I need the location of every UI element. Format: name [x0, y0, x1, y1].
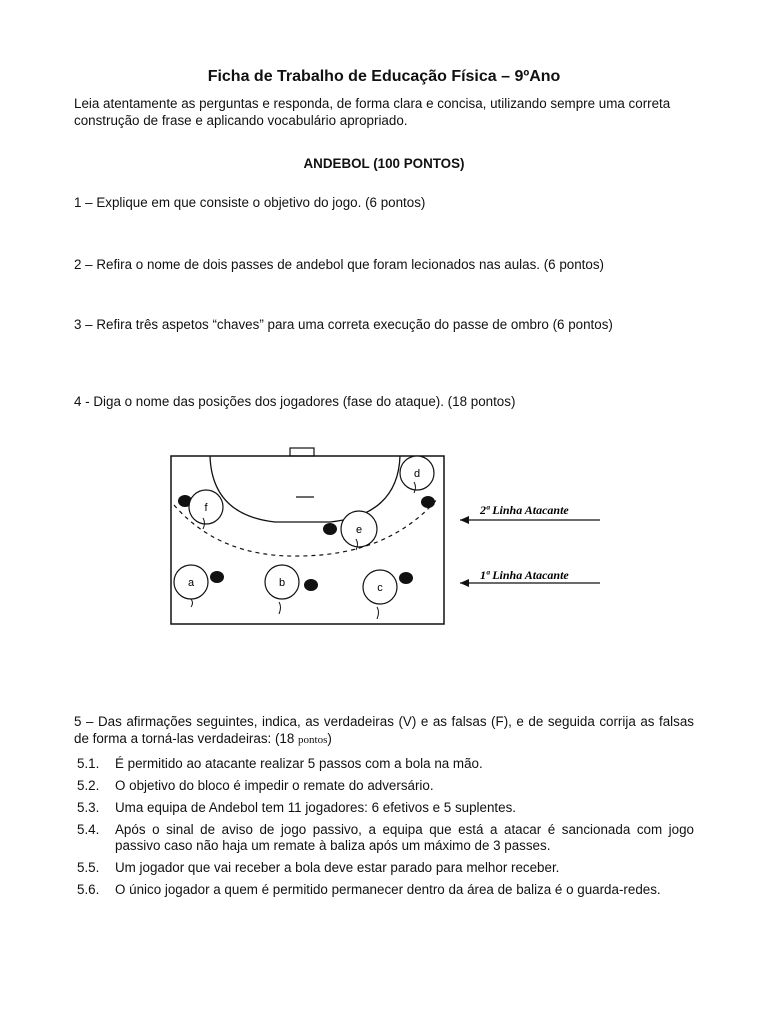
item-text: Após o sinal de aviso de jogo passivo, a equipa que está a atacar é sancionada com jogo passivo caso não haja um remate à baliza após um máximo de 3 passes.	[115, 822, 694, 853]
player-c	[363, 570, 397, 619]
player-a	[174, 565, 208, 607]
player-f	[189, 490, 223, 529]
player-d-label: d	[413, 468, 421, 480]
question-5	[74, 713, 694, 749]
page-title: Ficha de Trabalho de Educação Física – 9ºAno	[207, 68, 561, 85]
item-text: Um jogador que vai receber a bola deve estar parado para melhor receber.	[115, 860, 560, 875]
item-text: O objetivo do bloco é impedir o remate do adversário.	[115, 778, 434, 793]
instructions-text: Leia atentamente as perguntas e responda, de forma clara e concisa, utilizando sempre uma correta construção de frase e aplicando vocabulário apropriado.	[74, 96, 671, 128]
handball-court-diagram	[160, 440, 610, 630]
defender-marker	[421, 496, 435, 508]
list-item	[74, 800, 694, 816]
question-5-points: pontos	[298, 734, 328, 746]
question-4: 4 - Diga o nome das posições dos jogadores (fase do ataque). (18 pontos)	[74, 394, 516, 409]
defender-marker	[304, 579, 318, 591]
item-text: É permitido ao atacante realizar 5 passos com a bola na mão.	[115, 756, 483, 771]
player-b	[265, 565, 299, 614]
question-3: 3 – Refira três aspetos “chaves” para uma correta execução do passe de ombro (6 pontos)	[74, 317, 613, 332]
player-e	[341, 511, 377, 550]
defender-marker	[323, 523, 337, 535]
player-e-label: e	[355, 524, 363, 536]
item-number: 5.6.	[77, 882, 100, 897]
goal	[290, 448, 314, 456]
item-number: 5.5.	[77, 860, 100, 875]
player-a-label: a	[187, 577, 195, 589]
list-item	[74, 822, 694, 854]
item-number: 5.2.	[77, 778, 100, 793]
player-d	[400, 456, 434, 493]
item-number: 5.4.	[77, 822, 100, 837]
question-5-close: )	[327, 731, 332, 746]
line1-label: 1ª Linha Atacante	[480, 568, 569, 582]
item-text: Uma equipa de Andebol tem 11 jogadores: 6 efetivos e 5 suplentes.	[115, 800, 516, 815]
defender-marker	[210, 571, 224, 583]
player-c-label: c	[377, 582, 383, 594]
question-5-text: 5 – Das afirmações seguintes, indica, as verdadeiras (V) e as falsas (F), e de seguida corrija as falsas de forma a torná-las verdadeiras: (18	[74, 714, 694, 746]
item-number: 5.1.	[77, 756, 100, 771]
list-item	[74, 860, 694, 876]
list-item	[74, 882, 694, 898]
goal-area-line	[210, 456, 400, 522]
line2-label: 2ª Linha Atacante	[480, 503, 569, 517]
statements-list	[74, 756, 694, 904]
item-text: O único jogador a quem é permitido permanecer dentro da área de baliza é o guarda-redes.	[115, 882, 661, 897]
question-1: 1 – Explique em que consiste o objetivo do jogo. (6 pontos)	[74, 195, 426, 210]
defender-marker	[399, 572, 413, 584]
section-heading: ANDEBOL (100 PONTOS)	[303, 156, 465, 171]
item-number: 5.3.	[77, 800, 100, 815]
list-item	[74, 778, 694, 794]
player-f-label: f	[204, 502, 208, 514]
question-2: 2 – Refira o nome de dois passes de andebol que foram lecionados nas aulas. (6 pontos)	[74, 257, 605, 272]
list-item	[74, 756, 694, 772]
player-b-label: b	[278, 577, 286, 589]
